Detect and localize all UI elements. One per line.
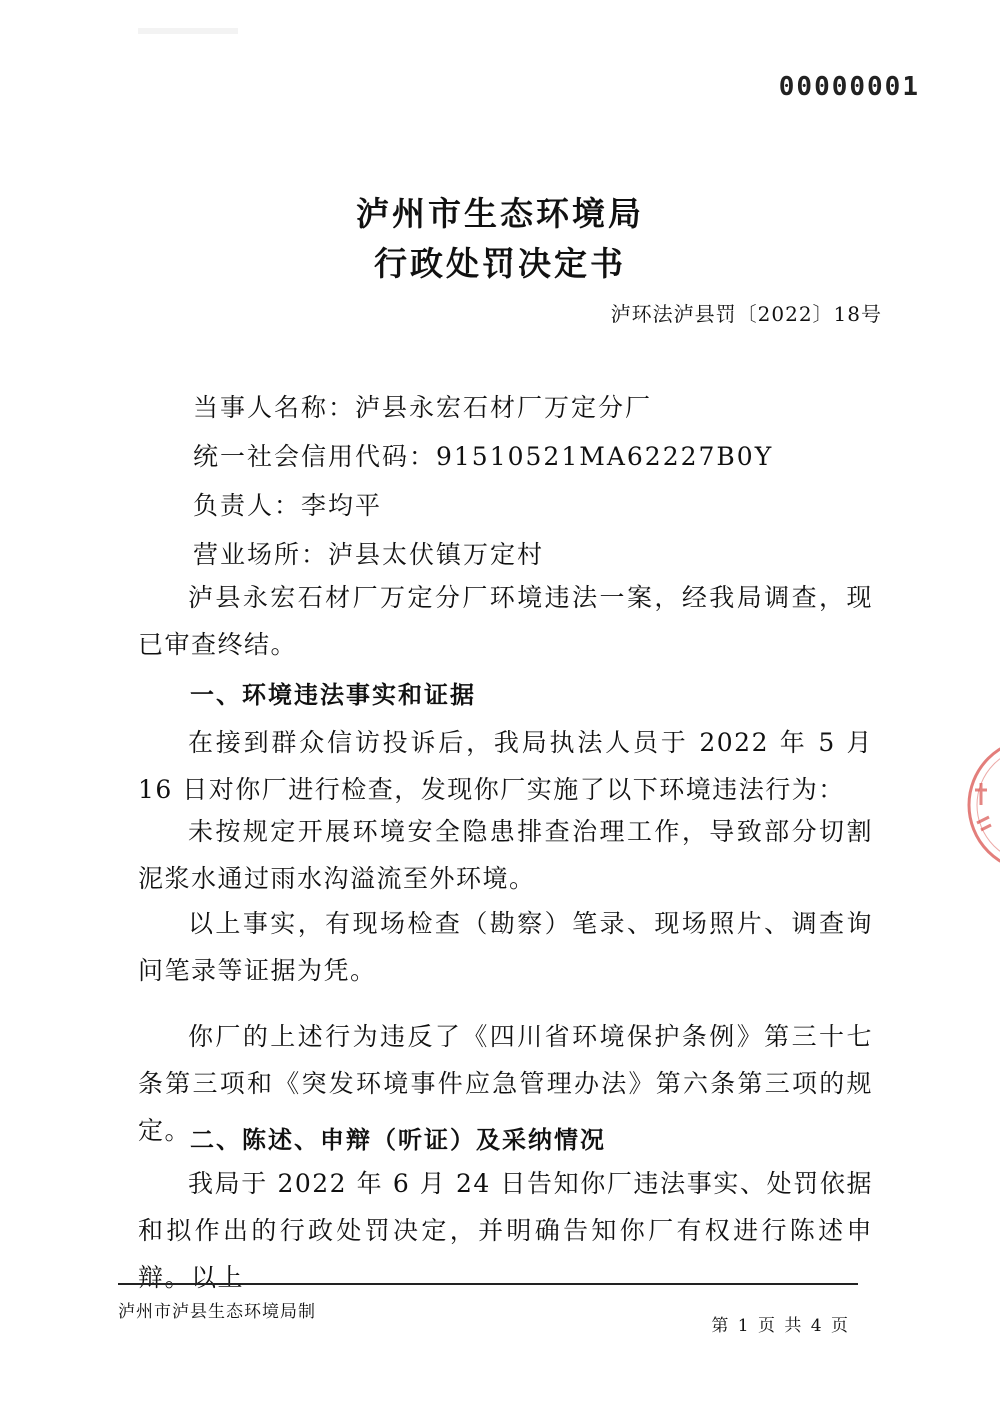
official-seal-icon: [955, 735, 1000, 875]
footer-issuer: 泸州市泸县生态环境局制: [118, 1302, 316, 1322]
page-indicator: 第 1 页 共 4 页: [711, 1316, 850, 1336]
credit-code-field: 统一社会信用代码：91510521MA62227B0Y: [193, 442, 774, 471]
business-address-field: 营业场所：泸县太伏镇万定村: [193, 540, 545, 569]
section2-heading: 二、陈述、申辩（听证）及采纳情况: [190, 1126, 606, 1154]
document-title-type: 行政处罚决定书: [374, 244, 626, 283]
party-name-field: 当事人名称：泸县永宏石材厂万定分厂: [193, 393, 653, 422]
footer-divider: [118, 1283, 858, 1285]
scan-mark: [8, 8, 238, 48]
intro-paragraph: 泸县永宏石材厂万定分厂环境违法一案，经我局调查，现已审查终结。: [138, 583, 873, 659]
document-title-authority: 泸州市生态环境局: [356, 194, 644, 233]
document-number: 泸环法泸县罚〔2022〕18号: [610, 302, 882, 326]
section1-paragraph: 在接到群众信访投诉后，我局执法人员于 2022 年 5 月 16 日对你厂进行检查，发现你厂实施了以下环境违法行为：: [138, 728, 873, 804]
section2-paragraph: 我局于 2022 年 6 月 24 日告知你厂违法事实、处罚依据和拟作出的行政处罚决定，并明确告知你厂有权进行陈述申辩。以上: [138, 1169, 873, 1292]
section1-paragraph: 未按规定开展环境安全隐患排查治理工作，导致部分切割泥浆水通过雨水沟溢流至外环境。: [138, 817, 873, 893]
responsible-person-field: 负责人：李均平: [193, 491, 383, 520]
section1-paragraph: 你厂的上述行为违反了《四川省环境保护条例》第三十七条第三项和《突发环境事件应急管理办法》第六条第三项的规定。: [138, 1022, 873, 1145]
section1-paragraph: 以上事实，有现场检查（勘察）笔录、现场照片、调查询问笔录等证据为凭。: [138, 909, 873, 985]
section1-heading: 一、环境违法事实和证据: [190, 681, 476, 709]
serial-number: 00000001: [778, 72, 920, 102]
